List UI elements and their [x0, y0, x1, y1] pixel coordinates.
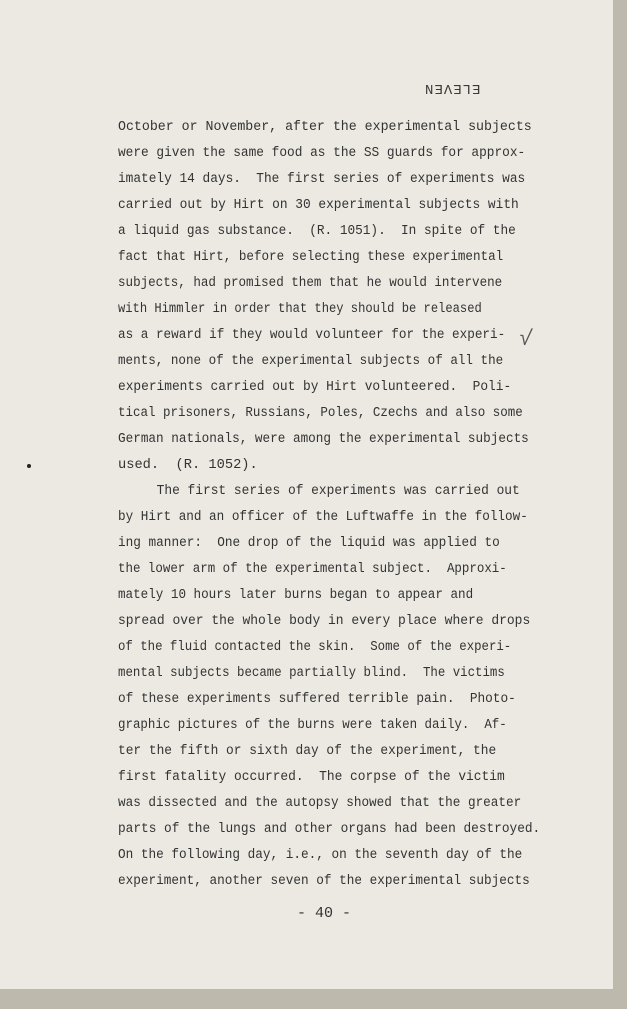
text-line: used. (R. 1052). — [118, 457, 258, 473]
text-line: a liquid gas substance. (R. 1051). In spite of the — [118, 223, 516, 239]
margin-mark — [27, 464, 31, 468]
text-line: spread over the whole body in every place where drops — [118, 613, 531, 629]
handwritten-checkmark: √ — [517, 326, 534, 353]
text-line: were given the same food as the SS guards for approx- — [118, 145, 526, 161]
text-line: parts of the lungs and other organs had been destroyed. — [118, 821, 541, 837]
text-line: was dissected and the autopsy showed that the greater — [118, 795, 522, 811]
header-word: ELEVEN — [424, 80, 481, 96]
text-line: subjects, had promised them that he would intervene — [118, 275, 503, 291]
text-line: experiment, another seven of the experimental subjects — [118, 873, 530, 889]
text-line: of these experiments suffered terrible pain. Photo- — [118, 691, 516, 707]
text-line: The first series of experiments was carried out — [118, 483, 520, 499]
text-line: with Himmler in order that they should be released — [118, 301, 482, 317]
text-line: On the following day, i.e., on the seventh day of the — [118, 847, 523, 863]
text-line: by Hirt and an officer of the Luftwaffe in the follow- — [118, 509, 528, 525]
text-line: German nationals, were among the experimental subjects — [118, 431, 529, 447]
page-number: - 40 - — [297, 905, 352, 922]
paper-edge-right — [613, 0, 627, 1009]
text-line: graphic pictures of the burns were taken daily. Af- — [118, 717, 507, 733]
text-line: mental subjects became partially blind. The victims — [118, 665, 505, 681]
text-line: of the fluid contacted the skin. Some of the experi- — [118, 639, 512, 655]
text-line: ter the fifth or sixth day of the experiment, the — [118, 743, 497, 759]
text-line: experiments carried out by Hirt volunteered. Poli- — [118, 379, 512, 395]
text-line: fact that Hirt, before selecting these experimental — [118, 249, 504, 265]
text-line: imately 14 days. The first series of experiments was — [118, 171, 526, 187]
text-line: October or November, after the experimental subjects — [118, 119, 532, 135]
text-line: tical prisoners, Russians, Poles, Czechs and also some — [118, 405, 523, 421]
text-line: mately 10 hours later burns began to appear and — [118, 587, 474, 603]
text-line: the lower arm of the experimental subject. Approxi- — [118, 561, 507, 577]
text-line: carried out by Hirt on 30 experimental subjects with — [118, 197, 519, 213]
text-line: first fatality occurred. The corpse of the victim — [118, 769, 505, 785]
text-line: ing manner: One drop of the liquid was applied to — [118, 535, 500, 551]
text-line: ments, none of the experimental subjects of all the — [118, 353, 504, 369]
paper-edge-bottom — [0, 989, 627, 1009]
text-line: as a reward if they would volunteer for the experi- — [118, 327, 506, 343]
